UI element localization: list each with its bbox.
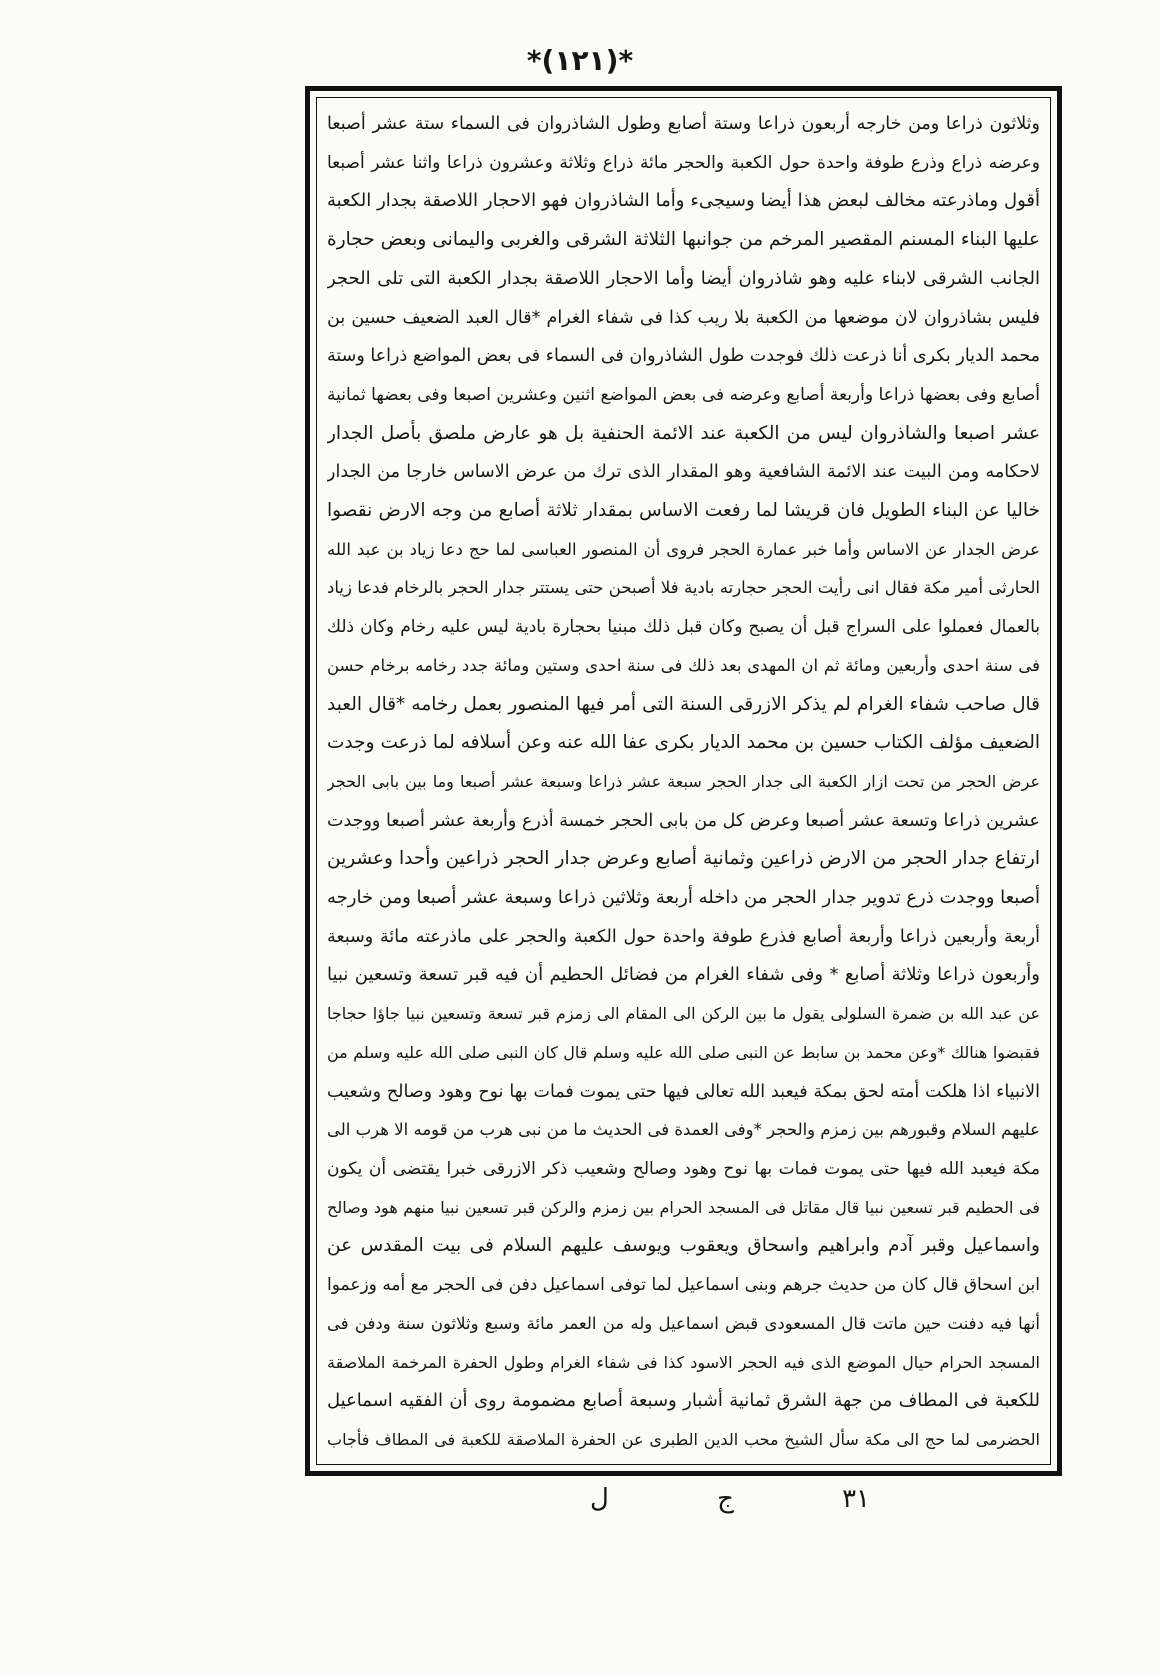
text-line: بالعمال فعملوا على السراج قبل أن يصبح وكان قبل ذلك مبنيا بحجارة بادية ليس عليه رخام وكان ذلك (327, 617, 1040, 638)
text-line: مكة فيعبد الله فيها حتى يموت فمات بها نوح وهود وصالح وشعيب ذكر الازرقى خبرا يقتضى أن يكون (327, 1158, 1040, 1179)
text-line: قال صاحب شفاء الغرام لم يذكر الازرقى السنة التى أمر فيها المنصور بعمل رخامه *قال العبد (327, 693, 1040, 715)
text-line: فى سنة احدى وأربعين ومائة ثم ان المهدى بعد ذلك فى سنة احدى وستين ومائة جدد رخامه برخام حسن (327, 655, 1040, 675)
text-line: الحارثى أمير مكة فقال انى رأيت الحجر حجارته بادية فلا أصبحن حتى يستتر جدار الحجر بالرخام فدعا زياد (327, 578, 1040, 598)
text-body (316, 97, 1051, 1465)
text-line: وعرضه ذراع وذرع طوفة واحدة حول الكعبة والحجر مائة ذراع وثلاثة وعشرون ذراعا واثنا عشر أصبعا (327, 152, 1040, 173)
text-line: وأربعون ذراعا وثلاثة أصابع * وفى شفاء الغرام من فضائل الحطيم أن فيه قبر تسعة وتسعين نبيا (327, 964, 1040, 986)
text-line: أنها فيه دفنت حين ماتت قال المسعودى قبض اسماعيل وله من العمر مائة وسبع وثلاثون سنة ودفن فى (327, 1313, 1040, 1333)
text-line: الحضرمى لما حج الى مكة سأل الشيخ محب الدين الطبرى عن الحفرة الملاصقة للكعبة فى المطاف فأجاب (327, 1429, 1040, 1449)
text-line: عشر اصبعا والشاذروان ليس من الكعبة عند الائمة الحنفية بل هو عارض ملصق بأصل الجدار (327, 422, 1040, 444)
text-line: فقبضوا هنالك *وعن محمد بن سابط عن النبى صلى الله عليه وسلم قال كان النبى صلى الله عليه وسلم من (327, 1042, 1040, 1062)
text-line: فليس بشاذروان لان موضعها من الكعبة بلا ريب كذا فى شفاء الغرام *قال العبد الضعيف حسين بن (327, 307, 1040, 328)
text-line: محمد الديار بكرى أنا ذرعت ذلك فوجدت طول الشاذروان فى السماء فى بعض المواضع ذراعا وستة (327, 346, 1040, 367)
text-line: المسجد الحرام حيال الموضع الذى فيه الحجر الاسود كذا فى شفاء الغرام وطول الحفرة المرخمة الملاصقة (327, 1352, 1040, 1372)
text-line: للكعبة فى المطاف من جهة الشرق ثمانية أشبار وسبعة أصابع مضمومة روى أن الفقيه اسماعيل (327, 1390, 1040, 1412)
text-frame-outer (305, 86, 1062, 1476)
page-footer (590, 1484, 870, 1514)
text-line: الانبياء اذا هلكت أمته لحق بمكة فيعبد الله تعالى فيها حتى يموت فمات بها نوح وهود وصالح وشعيب (327, 1081, 1040, 1102)
text-line: عليها البناء المسنم المقصير المرخم من جوانبها الثلاثة الشرقى والغربى واليمانى وبعض حجارة (327, 229, 1040, 251)
text-line: وثلاثون ذراعا ومن خارجه أربعون ذراعا وستة أصابع وطول الشاذروان فى السماء ستة عشر أصبعا (327, 114, 1040, 134)
page-number: *(١٢١)* (526, 44, 634, 77)
footer-signature: ل (590, 1484, 609, 1514)
text-line: خاليا عن البناء الطويل فان قريشا لما رفعت الاساس بمقدار ثلاثة أصابع من وجه الارض نقصوا (327, 500, 1040, 522)
footer-sheet-number: ٣١ (842, 1484, 870, 1514)
text-line: عشرين ذراعا وتسعة عشر أصبعا وعرض كل من بابى الحجر خمسة أذرع وأربعة عشر أصبعا ووجدت (327, 810, 1040, 831)
text-line: ارتفاع جدار الحجر من الارض ذراعين وثمانية أصابع وعرض جدار الحجر ذراعين وأحدا وعشرين (327, 848, 1040, 870)
text-line: ابن اسحاق قال كان من حديث جرهم وبنى اسماعيل لما توفى اسماعيل دفن فى الحجر مع أمه وزعموا (327, 1275, 1040, 1296)
text-line: عرض الحجر من تحت ازار الكعبة الى جدار الحجر سبعة عشر ذراعا وسبعة عشر أصبعا وما بين بابى الحجر (327, 771, 1040, 791)
text-line: فى الحطيم قبر تسعين نبيا قال مقاتل فى المسجد الحرام بين زمزم والركن قبر تسعين نبيا منهم هود وصالح (327, 1197, 1040, 1217)
text-line: عن عبد الله بن ضمرة السلولى يقول ما بين الركن الى المقام الى زمزم قبر تسعة وتسعين نبيا جاؤا حجاجا (327, 1004, 1040, 1024)
text-line: عليهم السلام وقبورهم بين زمزم والحجر *وفى العمدة فى الحديث ما من نبى هرب من قومه الا هرب الى (327, 1120, 1040, 1140)
text-line: أقول وماذرعته مخالف لبعض هذا أيضا وسيجىء وأما الشاذروان فهو الاحجار اللاصقة بجدار الكعبة (327, 190, 1040, 212)
text-line: لاحكامه ومن البيت عند الائمة الشافعية وهو المقدار الذى ترك من عرض الاساس خارجا من الجدار (327, 462, 1040, 483)
text-line: أربعة وأربعين ذراعا وأربعة أصابع فذرع طوفة واحدة حول الكعبة والحجر على ماذرعته مائة وسبعة (327, 926, 1040, 947)
footer-marker: ج (717, 1484, 734, 1514)
text-line: الجانب الشرقى لابناء عليه وهو شاذروان أيضا وأما الاحجار اللاصقة بجدار الكعبة التى تلى الحجر (327, 267, 1040, 289)
text-line: عرض الجدار عن الاساس وأما خبر عمارة الحجر فروى أن المنصور العباسى لما حج دعا زياد بن عبد الله (327, 539, 1040, 559)
text-line: الضعيف مؤلف الكتاب حسين بن محمد الديار بكرى عفا الله عنه وعن أسلافه لما ذرعت وجدت (327, 732, 1040, 754)
text-line: أصبعا ووجدت ذرع تدوير جدار الحجر من داخله أربعة وثلاثين ذراعا وسبعة عشر أصبعا ومن خارجه (327, 887, 1040, 909)
text-line: واسماعيل وقبر آدم وابراهيم واسحاق ويعقوب ويوسف عليهم السلام فى بيت المقدس عن (327, 1235, 1040, 1257)
text-line: أصابع وفى بعضها ذراعا وأربعة أصابع وعرضه فى بعض المواضع اثنين وعشرين اصبعا وفى بعضها ثمانية (327, 384, 1040, 405)
